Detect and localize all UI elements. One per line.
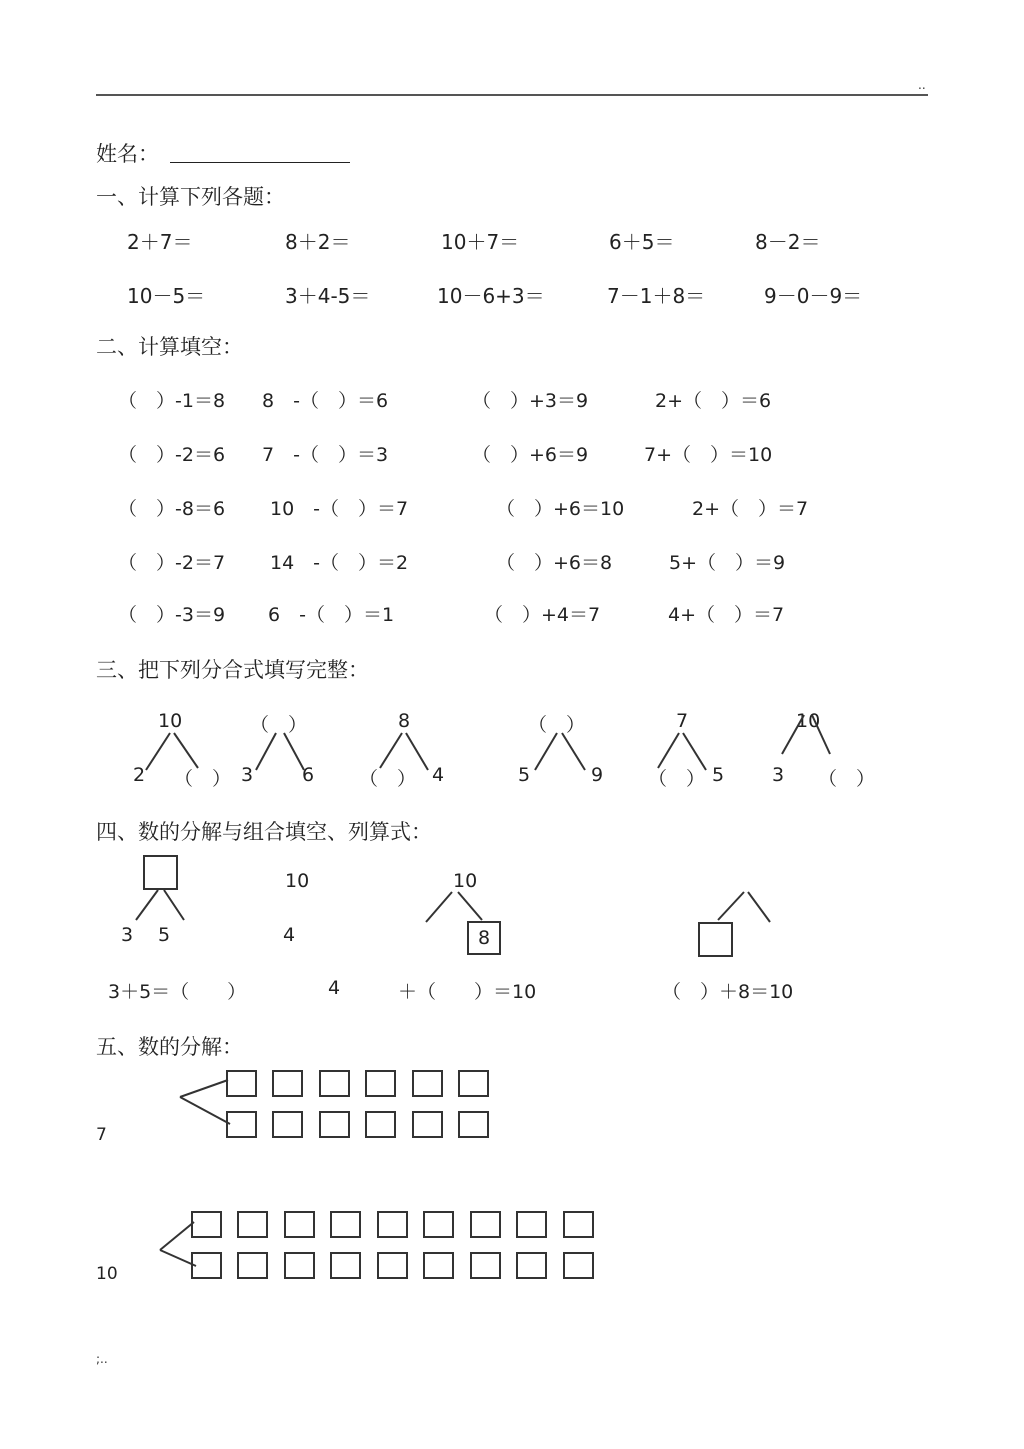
decomp-top: 10: [453, 870, 478, 892]
calc-item: 10－5＝: [127, 284, 206, 308]
fill-item: （ ）-1＝8: [118, 390, 226, 412]
calc-item: 6＋5＝: [609, 230, 675, 254]
decomp-right: 5: [158, 924, 171, 946]
calc-item: 2＋7＝: [127, 230, 193, 254]
tree-top: （ ）: [528, 714, 586, 736]
fill-item: （ ）-3＝9: [118, 604, 226, 626]
decomp-equation: （ ）＋8＝10: [662, 981, 794, 1003]
fill-item: 8 -（ ）＝6: [262, 390, 389, 412]
name-label: 姓名：: [96, 142, 159, 166]
given-box: 8: [467, 921, 501, 955]
fill-item: （ ）+4＝7: [484, 604, 601, 626]
decomp-bottom: 4: [283, 924, 296, 946]
fill-item: 2+（ ）＝7: [692, 498, 809, 520]
decomp-left: 3: [121, 924, 134, 946]
fill-item: 10 -（ ）＝7: [270, 498, 409, 520]
footer-dots: ;..: [96, 1352, 108, 1366]
tree-right: 6: [302, 764, 315, 786]
calc-item: 9－0－9＝: [764, 284, 863, 308]
fill-item: （ ）+3＝9: [472, 390, 589, 412]
section-3-title: 三、把下列分合式填写完整：: [96, 658, 369, 682]
fill-item: （ ）-2＝6: [118, 444, 226, 466]
tree-left: （ ）: [648, 768, 706, 790]
tree-left: 3: [241, 764, 254, 786]
calc-item: 10＋7＝: [441, 230, 520, 254]
tree-left: 2: [133, 764, 146, 786]
tree-top: （ ）: [250, 714, 308, 736]
tree-top: 7: [676, 710, 689, 732]
fill-item: 5+（ ）＝9: [669, 552, 786, 574]
fill-item: （ ）+6＝9: [472, 444, 589, 466]
calc-item: 8＋2＝: [285, 230, 351, 254]
tree-right: 4: [432, 764, 445, 786]
split-number-seven: 7: [96, 1125, 107, 1145]
fill-item: 6 -（ ）＝1: [268, 604, 395, 626]
tree-right: 9: [591, 764, 604, 786]
tree-left: 5: [518, 764, 531, 786]
decomp-top: 10: [285, 870, 310, 892]
tree-right: （ ）: [174, 768, 232, 790]
calc-item: 8－2＝: [755, 230, 821, 254]
fill-item: 7 -（ ）＝3: [262, 444, 389, 466]
fill-item: （ ）-8＝6: [118, 498, 226, 520]
split-number-ten: 10: [96, 1264, 118, 1284]
section-2-title: 二、计算填空：: [96, 335, 243, 359]
fill-item: 2+（ ）＝6: [655, 390, 772, 412]
section-1-title: 一、计算下列各题：: [96, 185, 285, 209]
fill-item: 4+（ ）＝7: [668, 604, 785, 626]
section-4-title: 四、数的分解与组合填空、列算式：: [96, 820, 432, 844]
fill-item: （ ）-2＝7: [118, 552, 226, 574]
section-5-title: 五、数的分解：: [96, 1035, 243, 1059]
fill-item: 7+（ ）＝10: [644, 444, 773, 466]
calc-item: 7－1＋8＝: [607, 284, 706, 308]
tree-top: 8: [398, 710, 411, 732]
fill-item: （ ）+6＝10: [496, 498, 625, 520]
tree-top: 10: [796, 710, 821, 732]
decomp-equation-b: ＋（ ）＝10: [398, 981, 537, 1003]
calc-item: 3＋4-5＝: [285, 284, 371, 308]
header-dots: ..: [918, 78, 926, 92]
fill-item: （ ）+6＝8: [496, 552, 613, 574]
tree-left: 3: [772, 764, 785, 786]
tree-right: （ ）: [818, 768, 876, 790]
fill-item: 14 -（ ）＝2: [270, 552, 409, 574]
tree-left: （ ）: [359, 768, 417, 790]
decomp-equation-a: 4: [328, 977, 341, 999]
decomp-equation: 3＋5＝（ ）: [108, 981, 247, 1003]
calc-item: 10－6+3＝: [437, 284, 545, 308]
tree-top: 10: [158, 710, 183, 732]
tree-right: 5: [712, 764, 725, 786]
